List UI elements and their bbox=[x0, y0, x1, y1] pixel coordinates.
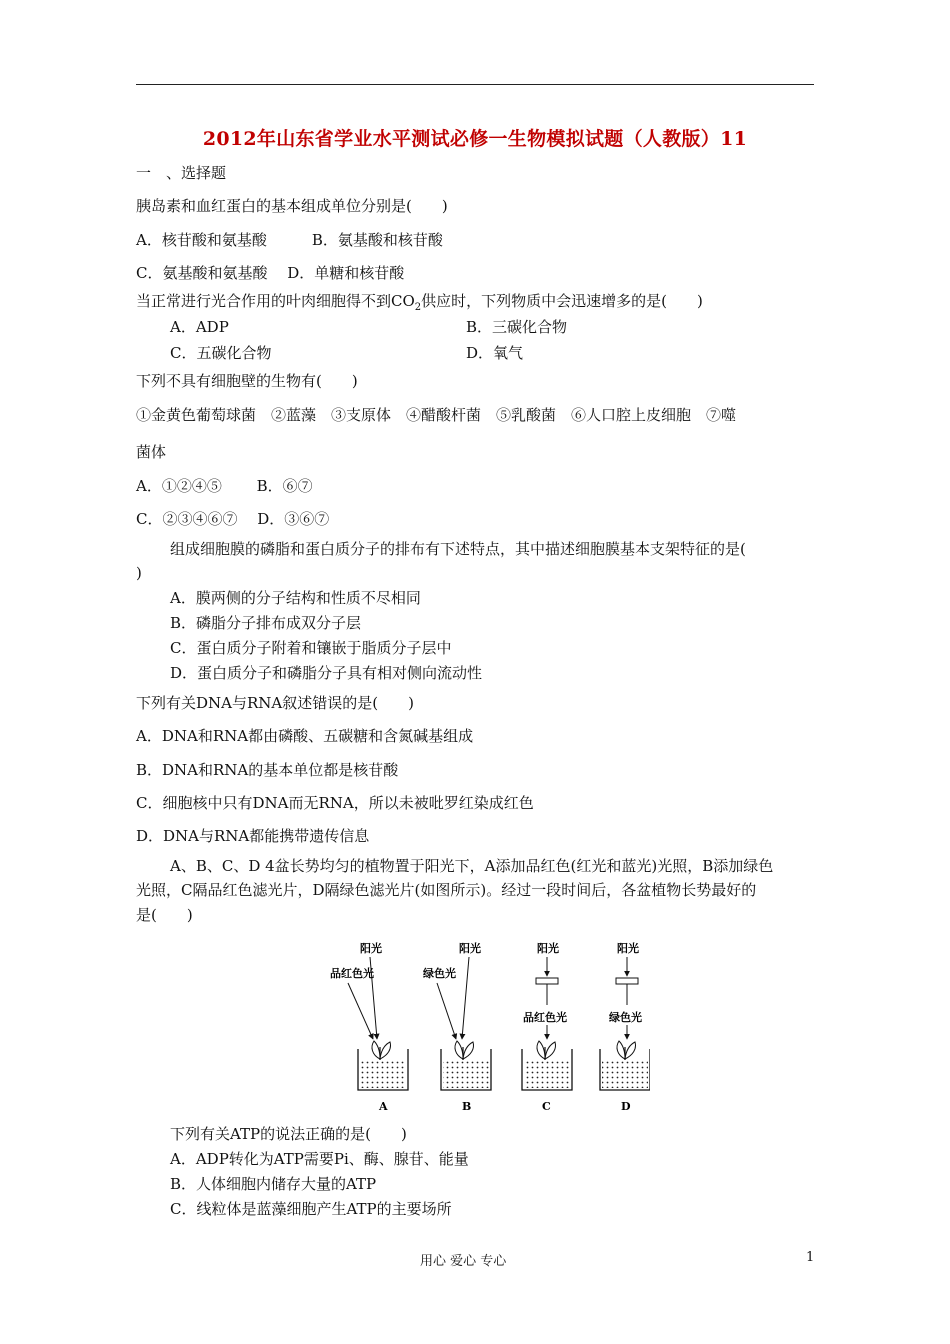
q2-stem: 当正常进行光合作用的叶肉细胞得不到$CO_2$供应时，下列物质中会迅速增多的是( ) bbox=[136, 292, 703, 313]
page-number: 1 bbox=[806, 1250, 815, 1265]
q1-options-ab: A．核苷酸和氨基酸 B．氨基酸和核苷酸 bbox=[136, 231, 443, 249]
q5-option-d: D．DNA与RNA都能携带遗传信息 bbox=[136, 827, 370, 845]
pot-a-soil bbox=[360, 1060, 406, 1088]
q4-option-b: B．磷脂分子排布成双分子层 bbox=[170, 614, 362, 632]
q2-option-d: D．氧气 bbox=[466, 344, 524, 362]
q7-option-c: C．线粒体是蓝藻细胞产生ATP的主要场所 bbox=[170, 1200, 452, 1218]
q3-options-cd: C．②③④⑥⑦ D．③⑥⑦ bbox=[136, 510, 330, 528]
pot-b-sunlight-arrow bbox=[462, 957, 469, 1039]
q2-option-b: B．三碳化合物 bbox=[466, 318, 568, 336]
pot-b-soil bbox=[443, 1060, 489, 1088]
q6-stem-line2: 光照，C隔品红色滤光片，D隔绿色滤光片(如图所示)。经过一段时间后，各盆植物长势最好的 bbox=[136, 881, 757, 899]
pot-c-sunlight-label: 阳光 bbox=[537, 942, 559, 955]
pot-b-plant bbox=[455, 1041, 474, 1060]
q1-options-cd: C．氨基酸和氨基酸 D．单糖和核苷酸 bbox=[136, 264, 405, 282]
pot-d-filter bbox=[616, 978, 638, 984]
section-heading: 一 、选择题 bbox=[136, 164, 227, 182]
pot-a-sunlight-label: 阳光 bbox=[360, 942, 382, 955]
q7-option-a: A．ADP转化为ATP需要Pi、酶、腺苷、能量 bbox=[170, 1150, 469, 1168]
q4-stem-line2: ) bbox=[136, 564, 142, 582]
pot-d-sunlight-label: 阳光 bbox=[617, 942, 639, 955]
q3-items-line1: ①金黄色葡萄球菌 ②蓝藻 ③支原体 ④醋酸杆菌 ⑤乳酸菌 ⑥人口腔上皮细胞 ⑦噬 bbox=[136, 406, 737, 424]
q3-options-ab: A．①②④⑤ B．⑥⑦ bbox=[136, 477, 313, 495]
pot-a-magenta-arrow bbox=[348, 983, 373, 1039]
pot-c-soil bbox=[524, 1060, 570, 1088]
q6-plant-light-figure bbox=[320, 935, 650, 1120]
pot-d-label: D bbox=[621, 1100, 631, 1113]
q5-option-a: A．DNA和RNA都由磷酸、五碳糖和含氮碱基组成 bbox=[136, 727, 474, 745]
q2-option-a: A．ADP bbox=[170, 318, 229, 336]
pot-c-filter bbox=[536, 978, 558, 984]
q3-stem: 下列不具有细胞壁的生物有( ) bbox=[136, 372, 358, 390]
pot-a-light-label: 品红色光 bbox=[330, 967, 374, 980]
q2-option-c: C．五碳化合物 bbox=[170, 344, 272, 362]
pot-b-light-label: 绿色光 bbox=[423, 967, 456, 980]
pot-b-green-arrow bbox=[437, 983, 456, 1039]
q4-option-d: D．蛋白质分子和磷脂分子具有相对侧向流动性 bbox=[170, 664, 483, 682]
q6-stem-line3: 是( ) bbox=[136, 906, 193, 924]
q4-option-c: C．蛋白质分子附着和镶嵌于脂质分子层中 bbox=[170, 639, 452, 657]
pot-a-plant bbox=[372, 1041, 391, 1060]
q5-option-b: B．DNA和RNA的基本单位都是核苷酸 bbox=[136, 761, 399, 779]
q4-stem-line1: 组成细胞膜的磷脂和蛋白质分子的排布有下述特点，其中描述细胞膜基本支架特征的是( bbox=[170, 540, 746, 558]
pot-d-plant bbox=[617, 1041, 636, 1060]
pot-c-plant bbox=[537, 1041, 556, 1060]
q1-stem: 胰岛素和血红蛋白的基本组成单位分别是( ) bbox=[136, 197, 448, 215]
q5-option-c: C．细胞核中只有DNA而无RNA，所以未被吡罗红染成红色 bbox=[136, 794, 534, 812]
pot-c-light-label: 品红色光 bbox=[523, 1011, 567, 1024]
q7-stem: 下列有关ATP的说法正确的是( ) bbox=[170, 1125, 407, 1143]
q4-option-a: A．膜两侧的分子结构和性质不尽相同 bbox=[170, 589, 421, 607]
document-title: 2012年山东省学业水平测试必修一生物模拟试题（人教版）11 bbox=[202, 128, 748, 150]
pot-a-label: A bbox=[379, 1100, 388, 1113]
pot-b-sunlight-label: 阳光 bbox=[459, 942, 481, 955]
pot-d-light-label: 绿色光 bbox=[609, 1011, 642, 1024]
q7-option-b: B．人体细胞内储存大量的ATP bbox=[170, 1175, 377, 1193]
q6-stem-line1: A、B、C、D 4盆长势均匀的植物置于阳光下，A添加品红色(红光和蓝光)光照，B添加绿色 bbox=[170, 857, 774, 875]
q3-items-line2: 菌体 bbox=[136, 443, 167, 461]
pot-c-label: C bbox=[542, 1100, 551, 1113]
header-rule bbox=[136, 84, 814, 85]
q5-stem: 下列有关DNA与RNA叙述错误的是( ) bbox=[136, 694, 414, 712]
pot-d-soil bbox=[602, 1060, 648, 1088]
pot-b-label: B bbox=[462, 1100, 472, 1113]
footer-motto: 用心 爱心 专心 bbox=[420, 1254, 507, 1269]
